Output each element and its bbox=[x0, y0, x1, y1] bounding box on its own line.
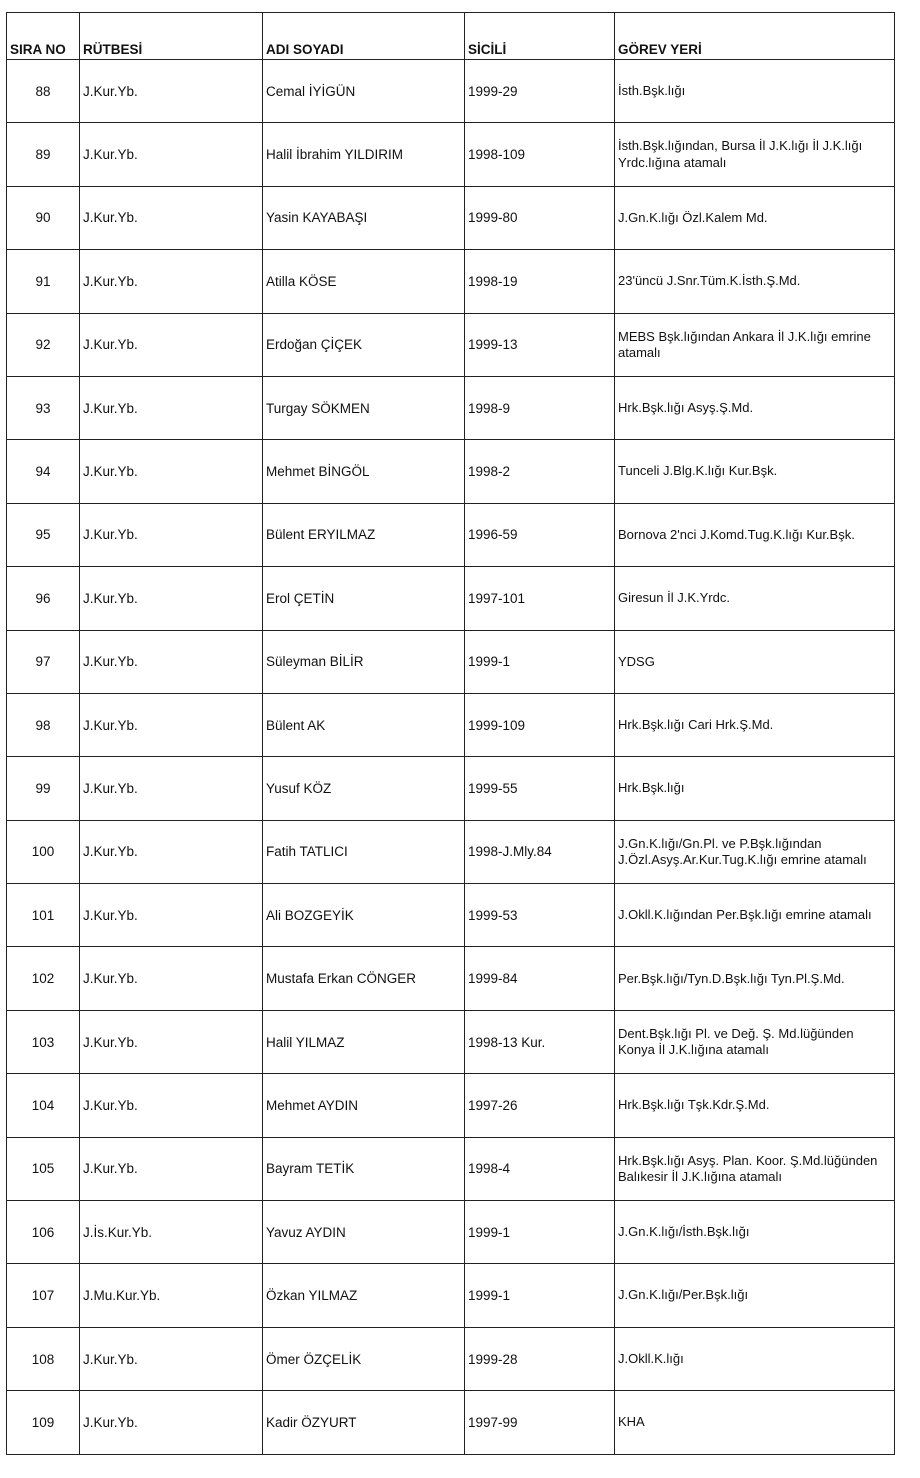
cell-sira-no: 97 bbox=[7, 630, 80, 693]
table-row bbox=[7, 1264, 895, 1327]
cell-rutbe: J.İs.Kur.Yb. bbox=[80, 1201, 263, 1264]
table-row bbox=[7, 1137, 895, 1200]
table-row bbox=[7, 313, 895, 376]
cell-gorev-yeri: J.Gn.K.lığı/Gn.Pl. ve P.Bşk.lığından J.Özl.Asyş.Ar.Kur.Tug.K.lığı emrine atamalı bbox=[615, 820, 895, 883]
cell-adi-soyadi: Bayram TETİK bbox=[263, 1137, 465, 1200]
cell-adi-soyadi: Halil İbrahim YILDIRIM bbox=[263, 123, 465, 186]
cell-sicil: 1999-55 bbox=[465, 757, 615, 820]
header-sicili: SİCİLİ bbox=[465, 13, 615, 60]
cell-sira-no: 91 bbox=[7, 250, 80, 313]
cell-rutbe: J.Kur.Yb. bbox=[80, 123, 263, 186]
cell-adi-soyadi: Bülent AK bbox=[263, 693, 465, 756]
cell-sicil: 1998-109 bbox=[465, 123, 615, 186]
table-row bbox=[7, 630, 895, 693]
cell-adi-soyadi: Atilla KÖSE bbox=[263, 250, 465, 313]
cell-rutbe: J.Kur.Yb. bbox=[80, 630, 263, 693]
header-rutbesi: RÜTBESİ bbox=[80, 13, 263, 60]
cell-gorev-yeri: 23'üncü J.Snr.Tüm.K.İsth.Ş.Md. bbox=[615, 250, 895, 313]
table-row bbox=[7, 1391, 895, 1454]
cell-rutbe: J.Kur.Yb. bbox=[80, 1137, 263, 1200]
cell-sira-no: 100 bbox=[7, 820, 80, 883]
cell-gorev-yeri: Giresun İl J.K.Yrdc. bbox=[615, 567, 895, 630]
cell-adi-soyadi: Yusuf KÖZ bbox=[263, 757, 465, 820]
personnel-table bbox=[6, 12, 895, 1455]
cell-rutbe: J.Kur.Yb. bbox=[80, 60, 263, 123]
table-row bbox=[7, 1074, 895, 1137]
cell-rutbe: J.Kur.Yb. bbox=[80, 1074, 263, 1137]
cell-sira-no: 106 bbox=[7, 1201, 80, 1264]
cell-sira-no: 105 bbox=[7, 1137, 80, 1200]
cell-sira-no: 102 bbox=[7, 947, 80, 1010]
table-row bbox=[7, 250, 895, 313]
cell-gorev-yeri: J.Gn.K.lığı/İsth.Bşk.lığı bbox=[615, 1201, 895, 1264]
cell-adi-soyadi: Özkan YILMAZ bbox=[263, 1264, 465, 1327]
table-row bbox=[7, 693, 895, 756]
header-sira-no: SIRA NO bbox=[7, 13, 80, 60]
table-row bbox=[7, 60, 895, 123]
cell-sicil: 1999-80 bbox=[465, 186, 615, 249]
cell-rutbe: J.Kur.Yb. bbox=[80, 693, 263, 756]
cell-adi-soyadi: Mehmet AYDIN bbox=[263, 1074, 465, 1137]
cell-rutbe: J.Kur.Yb. bbox=[80, 250, 263, 313]
cell-sira-no: 103 bbox=[7, 1010, 80, 1073]
cell-rutbe: J.Kur.Yb. bbox=[80, 1010, 263, 1073]
cell-rutbe: J.Kur.Yb. bbox=[80, 1391, 263, 1454]
cell-adi-soyadi: Ali BOZGEYİK bbox=[263, 884, 465, 947]
table-row bbox=[7, 186, 895, 249]
table-body bbox=[7, 60, 895, 1455]
cell-adi-soyadi: Turgay SÖKMEN bbox=[263, 376, 465, 439]
cell-rutbe: J.Kur.Yb. bbox=[80, 1327, 263, 1390]
cell-rutbe: J.Kur.Yb. bbox=[80, 884, 263, 947]
cell-adi-soyadi: Yasin KAYABAŞI bbox=[263, 186, 465, 249]
header-row bbox=[7, 13, 895, 60]
table-row bbox=[7, 567, 895, 630]
table-row bbox=[7, 1327, 895, 1390]
cell-gorev-yeri: J.Okll.K.lığından Per.Bşk.lığı emrine atamalı bbox=[615, 884, 895, 947]
cell-sicil: 1999-13 bbox=[465, 313, 615, 376]
cell-gorev-yeri: Hrk.Bşk.lığı Cari Hrk.Ş.Md. bbox=[615, 693, 895, 756]
cell-sicil: 1996-59 bbox=[465, 503, 615, 566]
cell-gorev-yeri: Hrk.Bşk.lığı Asyş.Ş.Md. bbox=[615, 376, 895, 439]
table-row bbox=[7, 123, 895, 186]
cell-adi-soyadi: Ömer ÖZÇELİK bbox=[263, 1327, 465, 1390]
cell-sira-no: 88 bbox=[7, 60, 80, 123]
cell-sicil: 1998-4 bbox=[465, 1137, 615, 1200]
cell-sicil: 1999-53 bbox=[465, 884, 615, 947]
cell-sicil: 1999-1 bbox=[465, 1201, 615, 1264]
cell-sicil: 1998-2 bbox=[465, 440, 615, 503]
cell-sira-no: 96 bbox=[7, 567, 80, 630]
cell-gorev-yeri: Hrk.Bşk.lığı Tşk.Kdr.Ş.Md. bbox=[615, 1074, 895, 1137]
cell-sicil: 1997-99 bbox=[465, 1391, 615, 1454]
cell-rutbe: J.Kur.Yb. bbox=[80, 376, 263, 439]
header-gorev-yeri: GÖREV YERİ bbox=[615, 13, 895, 60]
cell-sira-no: 95 bbox=[7, 503, 80, 566]
cell-sira-no: 107 bbox=[7, 1264, 80, 1327]
cell-sira-no: 94 bbox=[7, 440, 80, 503]
table-row bbox=[7, 503, 895, 566]
cell-rutbe: J.Kur.Yb. bbox=[80, 186, 263, 249]
cell-gorev-yeri: MEBS Bşk.lığından Ankara İl J.K.lığı emrine atamalı bbox=[615, 313, 895, 376]
cell-adi-soyadi: Mustafa Erkan CÖNGER bbox=[263, 947, 465, 1010]
table-row bbox=[7, 376, 895, 439]
cell-sira-no: 89 bbox=[7, 123, 80, 186]
cell-sicil: 1999-29 bbox=[465, 60, 615, 123]
cell-sicil: 1997-101 bbox=[465, 567, 615, 630]
cell-adi-soyadi: Fatih TATLICI bbox=[263, 820, 465, 883]
cell-rutbe: J.Mu.Kur.Yb. bbox=[80, 1264, 263, 1327]
cell-sira-no: 99 bbox=[7, 757, 80, 820]
cell-sicil: 1999-84 bbox=[465, 947, 615, 1010]
cell-gorev-yeri: Dent.Bşk.lığı Pl. ve Değ. Ş. Md.lüğünden Konya İl J.K.lığına atamalı bbox=[615, 1010, 895, 1073]
cell-rutbe: J.Kur.Yb. bbox=[80, 313, 263, 376]
cell-gorev-yeri: J.Okll.K.lığı bbox=[615, 1327, 895, 1390]
cell-rutbe: J.Kur.Yb. bbox=[80, 757, 263, 820]
cell-sicil: 1999-1 bbox=[465, 630, 615, 693]
cell-sicil: 1999-109 bbox=[465, 693, 615, 756]
table-row bbox=[7, 757, 895, 820]
cell-sira-no: 98 bbox=[7, 693, 80, 756]
cell-gorev-yeri: Per.Bşk.lığı/Tyn.D.Bşk.lığı Tyn.Pl.Ş.Md. bbox=[615, 947, 895, 1010]
cell-gorev-yeri: İsth.Bşk.lığı bbox=[615, 60, 895, 123]
cell-adi-soyadi: Mehmet BİNGÖL bbox=[263, 440, 465, 503]
cell-gorev-yeri: J.Gn.K.lığı/Per.Bşk.lığı bbox=[615, 1264, 895, 1327]
cell-sicil: 1998-J.Mly.84 bbox=[465, 820, 615, 883]
cell-gorev-yeri: İsth.Bşk.lığından, Bursa İl J.K.lığı İl J.K.lığı Yrdc.lığına atamalı bbox=[615, 123, 895, 186]
cell-adi-soyadi: Erdoğan ÇİÇEK bbox=[263, 313, 465, 376]
cell-gorev-yeri: Hrk.Bşk.lığı Asyş. Plan. Koor. Ş.Md.lüğünden Balıkesir İl J.K.lığına atamalı bbox=[615, 1137, 895, 1200]
cell-sicil: 1999-28 bbox=[465, 1327, 615, 1390]
cell-adi-soyadi: Süleyman BİLİR bbox=[263, 630, 465, 693]
table-row bbox=[7, 820, 895, 883]
table-row bbox=[7, 1010, 895, 1073]
cell-sira-no: 92 bbox=[7, 313, 80, 376]
cell-sira-no: 101 bbox=[7, 884, 80, 947]
header-adi-soyadi: ADI SOYADI bbox=[263, 13, 465, 60]
cell-sicil: 1998-19 bbox=[465, 250, 615, 313]
cell-rutbe: J.Kur.Yb. bbox=[80, 947, 263, 1010]
table-row bbox=[7, 947, 895, 1010]
cell-gorev-yeri: YDSG bbox=[615, 630, 895, 693]
cell-sira-no: 104 bbox=[7, 1074, 80, 1137]
cell-rutbe: J.Kur.Yb. bbox=[80, 440, 263, 503]
cell-gorev-yeri: Tunceli J.Blg.K.lığı Kur.Bşk. bbox=[615, 440, 895, 503]
table-header bbox=[7, 13, 895, 60]
cell-adi-soyadi: Erol ÇETİN bbox=[263, 567, 465, 630]
table-row bbox=[7, 884, 895, 947]
cell-adi-soyadi: Kadir ÖZYURT bbox=[263, 1391, 465, 1454]
cell-adi-soyadi: Halil YILMAZ bbox=[263, 1010, 465, 1073]
cell-sicil: 1997-26 bbox=[465, 1074, 615, 1137]
cell-gorev-yeri: Hrk.Bşk.lığı bbox=[615, 757, 895, 820]
cell-sira-no: 108 bbox=[7, 1327, 80, 1390]
cell-sira-no: 93 bbox=[7, 376, 80, 439]
cell-sicil: 1998-9 bbox=[465, 376, 615, 439]
cell-sira-no: 90 bbox=[7, 186, 80, 249]
cell-adi-soyadi: Yavuz AYDIN bbox=[263, 1201, 465, 1264]
cell-gorev-yeri: J.Gn.K.lığı Özl.Kalem Md. bbox=[615, 186, 895, 249]
cell-sicil: 1999-1 bbox=[465, 1264, 615, 1327]
cell-gorev-yeri: KHA bbox=[615, 1391, 895, 1454]
cell-rutbe: J.Kur.Yb. bbox=[80, 820, 263, 883]
cell-adi-soyadi: Cemal İYİGÜN bbox=[263, 60, 465, 123]
cell-sicil: 1998-13 Kur. bbox=[465, 1010, 615, 1073]
table-row bbox=[7, 1201, 895, 1264]
cell-rutbe: J.Kur.Yb. bbox=[80, 567, 263, 630]
cell-rutbe: J.Kur.Yb. bbox=[80, 503, 263, 566]
table-row bbox=[7, 440, 895, 503]
cell-gorev-yeri: Bornova 2'nci J.Komd.Tug.K.lığı Kur.Bşk. bbox=[615, 503, 895, 566]
cell-sira-no: 109 bbox=[7, 1391, 80, 1454]
cell-adi-soyadi: Bülent ERYILMAZ bbox=[263, 503, 465, 566]
